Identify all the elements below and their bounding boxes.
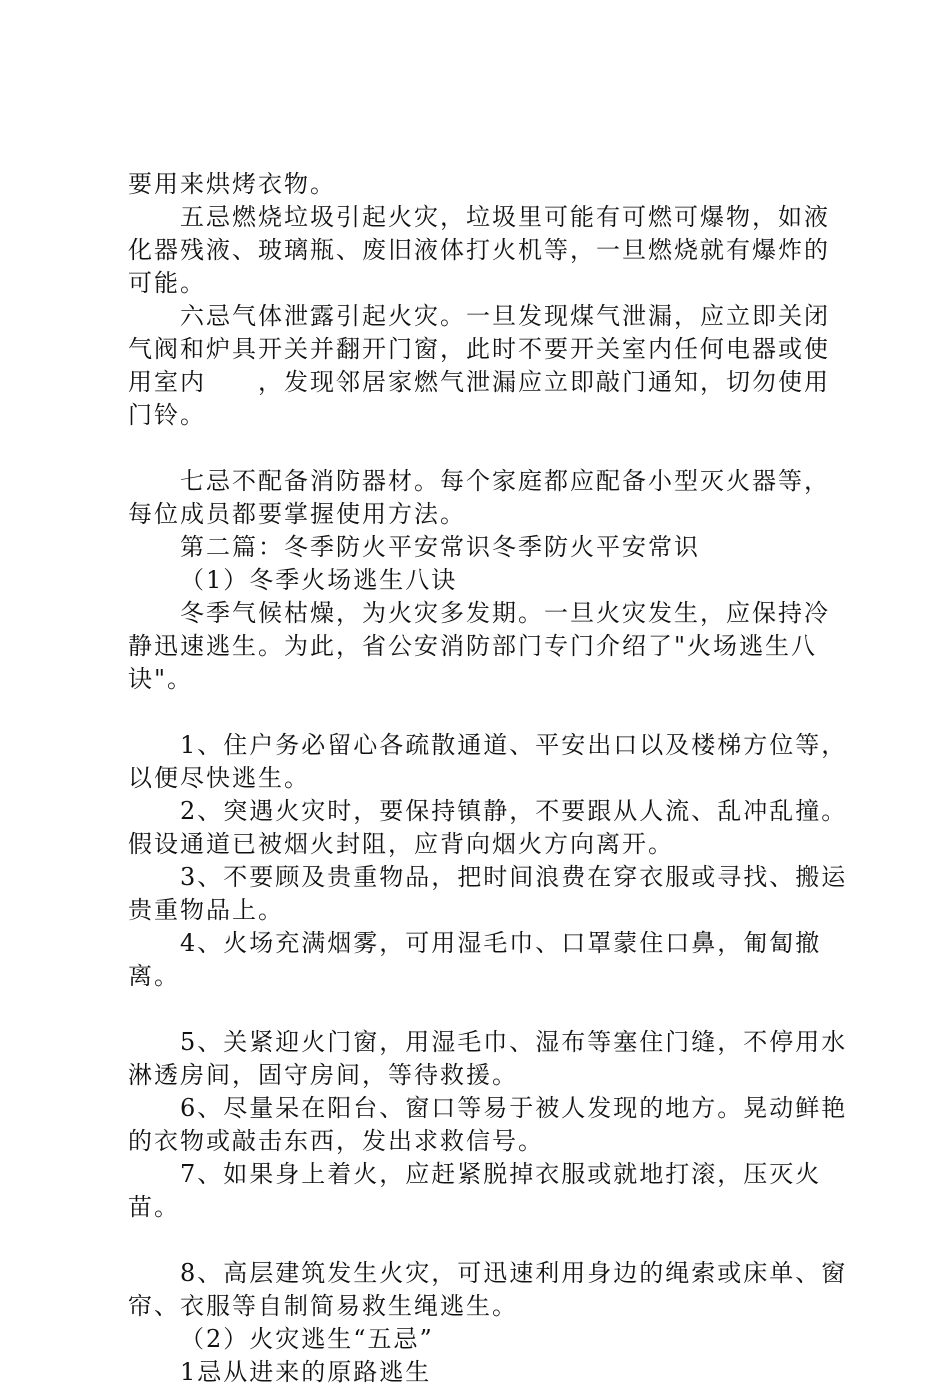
paragraph-seventh-taboo: 七忌不配备消防器材。每个家庭都应配备小型灭火器等，每位成员都要掌握使用方法。	[128, 467, 830, 528]
paragraph-gap	[128, 432, 850, 465]
paragraph-fifth-taboo: 五忌燃烧垃圾引起火灾，垃圾里可能有可燃可爆物，如液化器残液、玻璃瓶、废旧液体打火机等，一旦燃烧就有爆炸的可能。	[128, 203, 830, 297]
list-item-tip-1: 1、住户务必留心各疏散通道、平安出口以及楼梯方位等，以便尽快逃生。	[128, 731, 848, 792]
paragraph-gap	[128, 696, 850, 729]
list-item-tip-2: 2、突遇火灾时，要保持镇静，不要跟从人流、乱冲乱撞。假设通道已被烟火封阻，应背向烟火方向离开。	[128, 797, 848, 858]
subsection-title-five-taboos: （2）火灾逃生“五忌”	[180, 1325, 434, 1353]
paragraph-gap	[128, 993, 850, 1026]
subsection-title-eight-tips: （1）冬季火场逃生八诀	[180, 566, 458, 594]
paragraph-winter-intro: 冬季气候枯燥，为火灾多发期。一旦火灾发生，应保持冷静迅速逃生。为此，省公安消防部门专门介绍了"火场逃生八诀"。	[128, 599, 830, 693]
list-item-tip-6: 6、尽量呆在阳台、窗口等易于被人发现的地方。晃动鲜艳的衣物或敲击东西，发出求救信号。	[128, 1094, 848, 1155]
list-item-taboo-1: 1忌从进来的原路逃生	[180, 1358, 432, 1386]
list-item-tip-8: 8、高层建筑发生火灾，可迅速利用身边的绳索或床单、窗帘、衣服等自制简易救生绳逃生。	[128, 1259, 848, 1320]
section-title-part-two: 第二篇：冬季防火平安常识冬季防火平安常识	[180, 533, 700, 561]
paragraph-sixth-taboo: 六忌气体泄露引起火灾。一旦发现煤气泄漏，应立即关闭气阀和炉具开关并翻开门窗，此时不要开关室内任何电器或使用室内 ，发现邻居家燃气泄漏应立即敲门通知，切勿使用门铃。	[128, 302, 830, 429]
paragraph-continuation: 要用来烘烤衣物。	[128, 170, 336, 198]
document-body	[128, 168, 850, 1389]
list-item-tip-7: 7、如果身上着火，应赶紧脱掉衣服或就地打滚，压灭火苗。	[128, 1160, 822, 1221]
list-item-tip-4: 4、火场充满烟雾，可用湿毛巾、口罩蒙住口鼻，匍匐撤离。	[128, 929, 822, 990]
paragraph-gap	[128, 1224, 850, 1257]
list-item-tip-3: 3、不要顾及贵重物品，把时间浪费在穿衣服或寻找、搬运贵重物品上。	[128, 863, 848, 924]
list-item-tip-5: 5、关紧迎火门窗，用湿毛巾、湿布等塞住门缝，不停用水淋透房间，固守房间，等待救援。	[128, 1028, 848, 1089]
